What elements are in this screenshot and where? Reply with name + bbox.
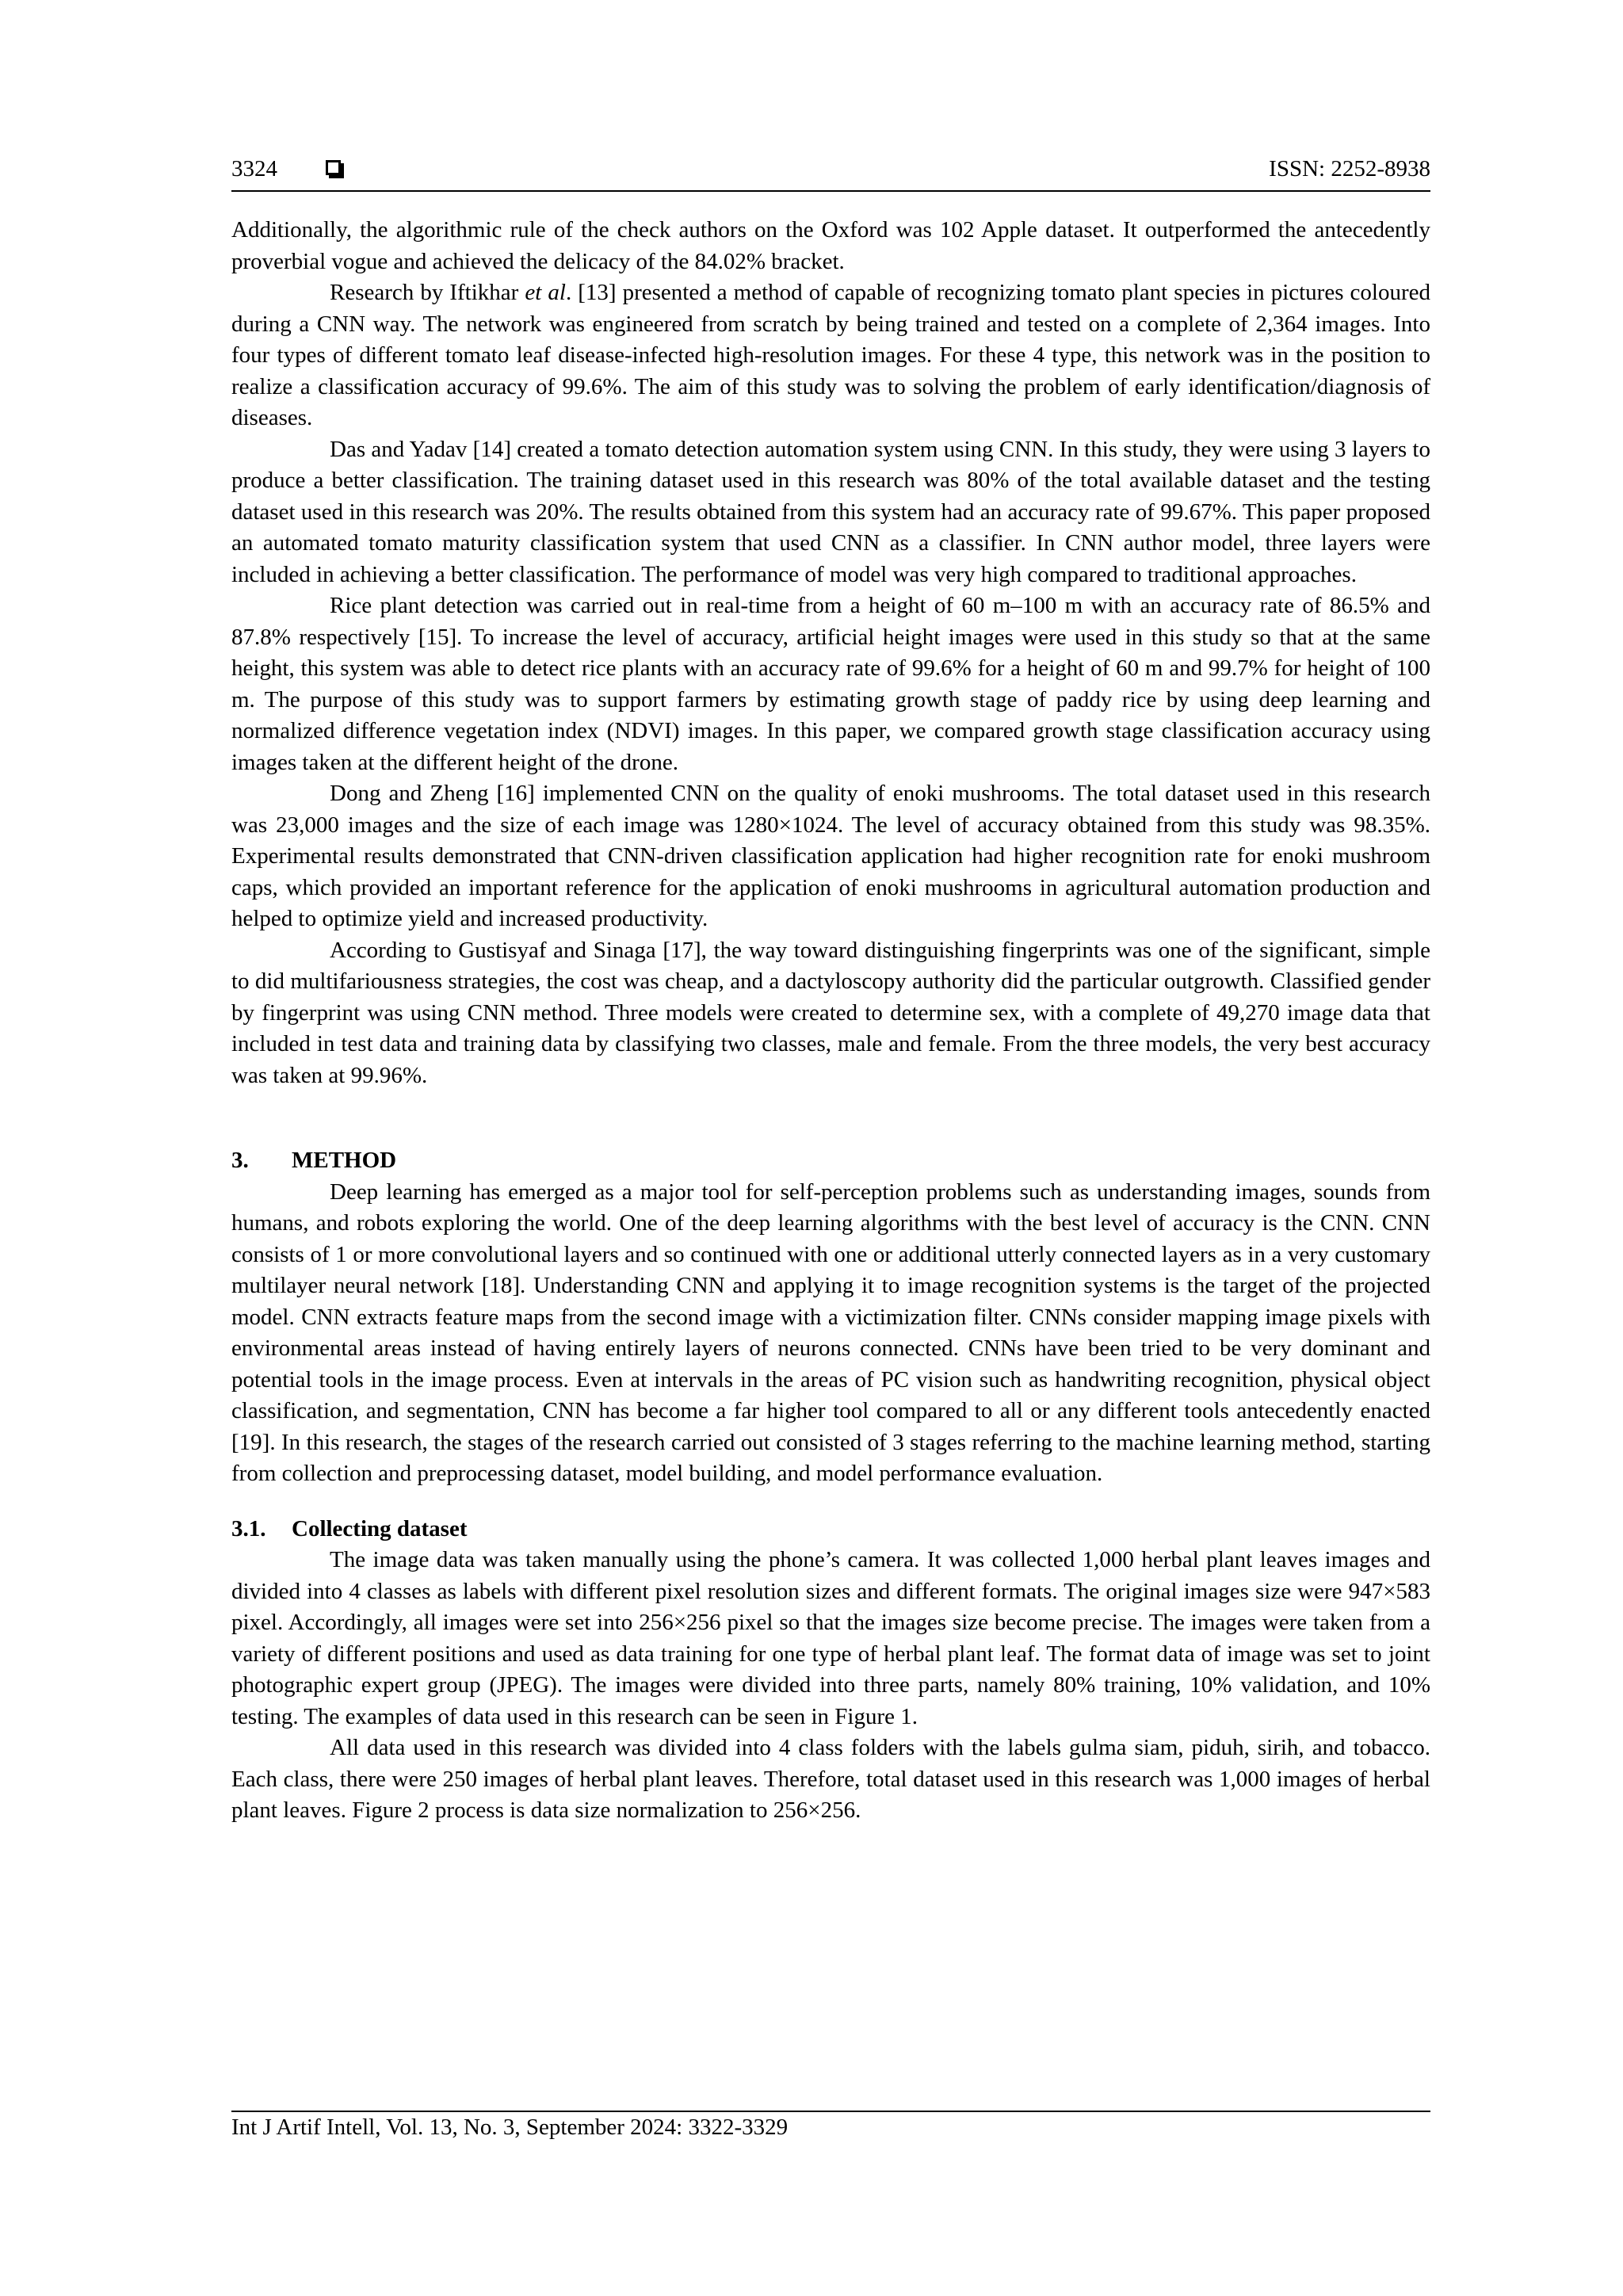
header-box-icon [326,160,341,175]
page-number: 3324 [231,156,277,181]
paragraph-iftikhar [231,277,1430,434]
paragraph-iftikhar-lead: Research by Iftikhar [330,280,525,305]
paragraph-continued: Additionally, the algorithmic rule of the check authors on the Oxford was 102 Apple dataset. It outperformed the antecedently proverbial vogue and achieved the delicacy of the 84.02% bracket. [231,217,1430,274]
paragraph-method: Deep learning has emerged as a major tool for self-perception problems such as understanding images, sounds from humans, and robots exploring the world. One of the deep learning algorithms with the best level of accuracy is the CNN. CNN consists of 1 or more convolutional layers and so continued with one or additional utterly connected layers as in a very customary multilayer neural network [18]. Understanding CNN and applying it to image recognition systems is the target of the projected model. CNN extracts feature maps from the second image with a victimization filter. CNNs consider mapping image pixels with environmental areas instead of having entirely layers of neurons connected. CNNs have been tried to be very dominant and potential tools in the image process. Even at intervals in the areas of PC vision such as handwriting recognition, physical object classification, and segmentation, CNN has become a far higher tool compared to all or any different tools antecedently enacted [19]. In this research, the stages of the research carried out consisted of 3 stages referring to the machine learning method, starting from collection and preprocessing dataset, model building, and model performance evaluation. [231,1179,1430,1486]
subsection-title: Collecting dataset [292,1515,468,1541]
et-al-italic: et al [525,280,566,305]
paragraph-collecting-2: All data used in this research was divided into 4 class folders with the labels gulma siam, piduh, sirih, and tobacco. Each class, there were 250 images of herbal plant leaves. Therefore, total dataset used in this research was 1,000 images of herbal plant leaves. Figure 2 process is data size normalization to 256×256. [231,1735,1430,1823]
paragraph-gustisyaf: According to Gustisyaf and Sinaga [17], the way toward distinguishing fingerprints was one of the significant, simple to did multifariousness strategies, the cost was cheap, and a dactyloscopy authority did the particular outgrowth. Classified gender by fingerprint was using CNN method. Three models were created to determine sex, with a complete of 49,270 image data that included in test data and training data by classifying two classes, male and female. From the three models, the very best accuracy was taken at 99.96%. [231,937,1430,1088]
footer-rule [231,2111,1430,2112]
issn: ISSN: 2252-8938 [1269,156,1430,181]
section-number: 3. [231,1148,249,1173]
section-title: METHOD [292,1148,397,1173]
page-body [231,215,1430,1827]
subsection-heading-collecting [231,1514,1430,1545]
paragraph-iftikhar-rest: . [13] presented a method of capable of recognizing tomato plant species in pictures coloured during a CNN way. The network was engineered from scratch by being trained and tested on a complete of 2,364 images. Into four types of different tomato leaf disease-infected high-resolution images. For these 4 type, this network was in the position to realize a classification accuracy of 99.6%. The aim of this study was to solving the problem of early identification/diagnosis of diseases. [231,280,1430,430]
paragraph-rice-plant: Rice plant detection was carried out in real-time from a height of 60 m–100 m with an accuracy rate of 86.5% and 87.8% respectively [15]. To increase the level of accuracy, artificial height images were used in this study so that at the same height, this system was able to detect rice plants with an accuracy rate of 99.6% for a height of 60 m and 99.7% for height of 100 m. The purpose of this study was to support farmers by estimating growth stage of paddy rice by using deep learning and normalized difference vegetation index (NDVI) images. In this paper, we compared growth stage classification accuracy using images taken at the different height of the drone. [231,593,1430,775]
paragraph-dong-zheng: Dong and Zheng [16] implemented CNN on the quality of enoki mushrooms. The total dataset used in this research was 23,000 images and the size of each image was 1280×1024. The level of accuracy obtained from this study was 98.35%. Experimental results demonstrated that CNN-driven classification application had higher recognition rate for enoki mushroom caps, which provided an important reference for the application of enoki mushrooms in agricultural automation production and helped to optimize yield and increased productivity. [231,781,1430,931]
subsection-number: 3.1. [231,1515,266,1541]
section-heading-method [231,1145,1430,1177]
footer-citation: Int J Artif Intell, Vol. 13, No. 3, September 2024: 3322-3329 [231,2115,789,2140]
paragraph-collecting-1: The image data was taken manually using the phone’s camera. It was collected 1,000 herbal plant leaves images and divided into 4 classes as labels with different pixel resolution sizes and different formats. The original images size were 947×583 pixel. Accordingly, all images were set into 256×256 pixel so that the images size become precise. The images were taken from a variety of different positions and used as data training for one type of herbal plant leaf. The format data of image was set to joint photographic expert group (JPEG). The images were divided into three parts, namely 80% training, 10% validation, and 10% testing. The examples of data used in this research can be seen in Figure 1. [231,1547,1430,1729]
header-rule [231,190,1430,192]
paragraph-das-yadav: Das and Yadav [14] created a tomato detection automation system using CNN. In this study, they were using 3 layers to produce a better classification. The training dataset used in this research was 80% of the total available dataset and the testing dataset used in this research was 20%. The results obtained from this system had an accuracy rate of 99.67%. This paper proposed an automated tomato maturity classification system that used CNN as a classifier. In CNN author model, three layers were included in achieving a better classification. The performance of model was very high compared to traditional approaches. [231,436,1430,587]
